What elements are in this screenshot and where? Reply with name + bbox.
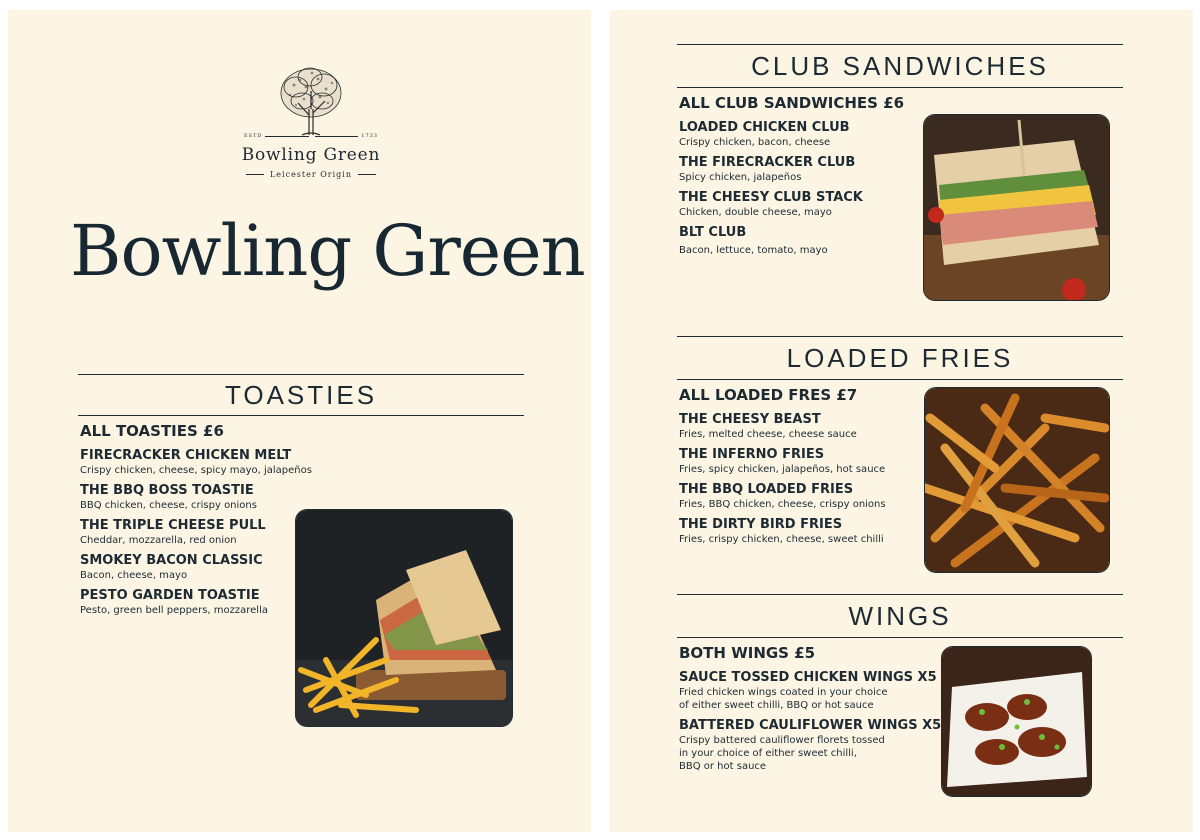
item-name: FIRECRACKER CHICKEN MELT: [80, 448, 292, 463]
fries-price: ALL LOADED FRES £7: [679, 386, 858, 404]
item-name: THE BBQ LOADED FRIES: [679, 482, 854, 497]
item-description: Pesto, green bell peppers, mozzarella: [80, 605, 268, 616]
item-name: BLT CLUB: [679, 225, 747, 240]
logo-wordmark: Bowling Green: [241, 145, 381, 165]
item-name: THE DIRTY BIRD FRIES: [679, 517, 843, 532]
menu-title: Bowling Green: [70, 210, 585, 292]
left-menu-page: [8, 10, 591, 832]
item-name: BATTERED CAULIFLOWER WINGS X5: [679, 718, 942, 733]
item-description: Chicken, double cheese, mayo: [679, 207, 832, 218]
menu-item: [80, 483, 524, 512]
menu-item: [80, 448, 524, 477]
club-heading: CLUB SANDWICHES: [677, 44, 1123, 88]
item-description: Fries, crispy chicken, cheese, sweet chilli: [679, 534, 884, 545]
brand-logo: [238, 65, 384, 179]
right-menu-page: [610, 10, 1193, 832]
item-description: Bacon, cheese, mayo: [80, 570, 188, 581]
estd-label: ESTD: [244, 133, 263, 139]
item-name: THE BBQ BOSS TOASTIE: [80, 483, 254, 498]
wings-price: BOTH WINGS £5: [679, 644, 816, 662]
item-name: THE CHEESY BEAST: [679, 412, 821, 427]
club-price: ALL CLUB SANDWICHES £6: [679, 94, 905, 112]
item-name: SAUCE TOSSED CHICKEN WINGS X5: [679, 670, 937, 685]
item-description: Bacon, lettuce, tomato, mayo: [679, 245, 828, 256]
fries-heading: LOADED FRIES: [677, 336, 1123, 380]
item-name: PESTO GARDEN TOASTIE: [80, 588, 260, 603]
estd-year: 1733: [361, 133, 378, 139]
toasties-heading: TOASTIES: [78, 374, 524, 416]
oak-tree-icon: [276, 65, 346, 137]
item-description: Fries, BBQ chicken, cheese, crispy onions: [679, 499, 886, 510]
item-name: THE CHEESY CLUB STACK: [679, 190, 863, 205]
toasties-price: ALL TOASTIES £6: [80, 422, 224, 440]
loaded-fries-photo: [924, 387, 1110, 573]
toastie-photo: [295, 509, 513, 727]
item-description: Fries, melted cheese, cheese sauce: [679, 429, 857, 440]
item-description: Fried chicken wings coated in your choice of either sweet chilli, BBQ or hot sauce: [679, 687, 888, 711]
item-name: SMOKEY BACON CLASSIC: [80, 553, 263, 568]
wings-heading: WINGS: [677, 594, 1123, 638]
established-row: [238, 133, 384, 139]
item-name: LOADED CHICKEN CLUB: [679, 120, 850, 135]
origin-row: [238, 170, 384, 179]
item-description: Crispy battered cauliflower florets tossed in your choice of either sweet chilli, BBQ or hot sauce: [679, 735, 885, 772]
club-sandwich-photo: [923, 114, 1110, 301]
item-description: Crispy chicken, cheese, spicy mayo, jalapeños: [80, 465, 312, 476]
item-description: Spicy chicken, jalapeños: [679, 172, 802, 183]
item-description: Crispy chicken, bacon, cheese: [679, 137, 831, 148]
item-description: BBQ chicken, cheese, crispy onions: [80, 500, 257, 511]
wings-photo: [941, 646, 1092, 797]
item-name: THE TRIPLE CHEESE PULL: [80, 518, 266, 533]
item-name: THE FIRECRACKER CLUB: [679, 155, 856, 170]
item-description: Fries, spicy chicken, jalapeños, hot sauce: [679, 464, 886, 475]
origin-label: Leicester Origin: [269, 170, 352, 179]
item-name: THE INFERNO FRIES: [679, 447, 825, 462]
item-description: Cheddar, mozzarella, red onion: [80, 535, 237, 546]
